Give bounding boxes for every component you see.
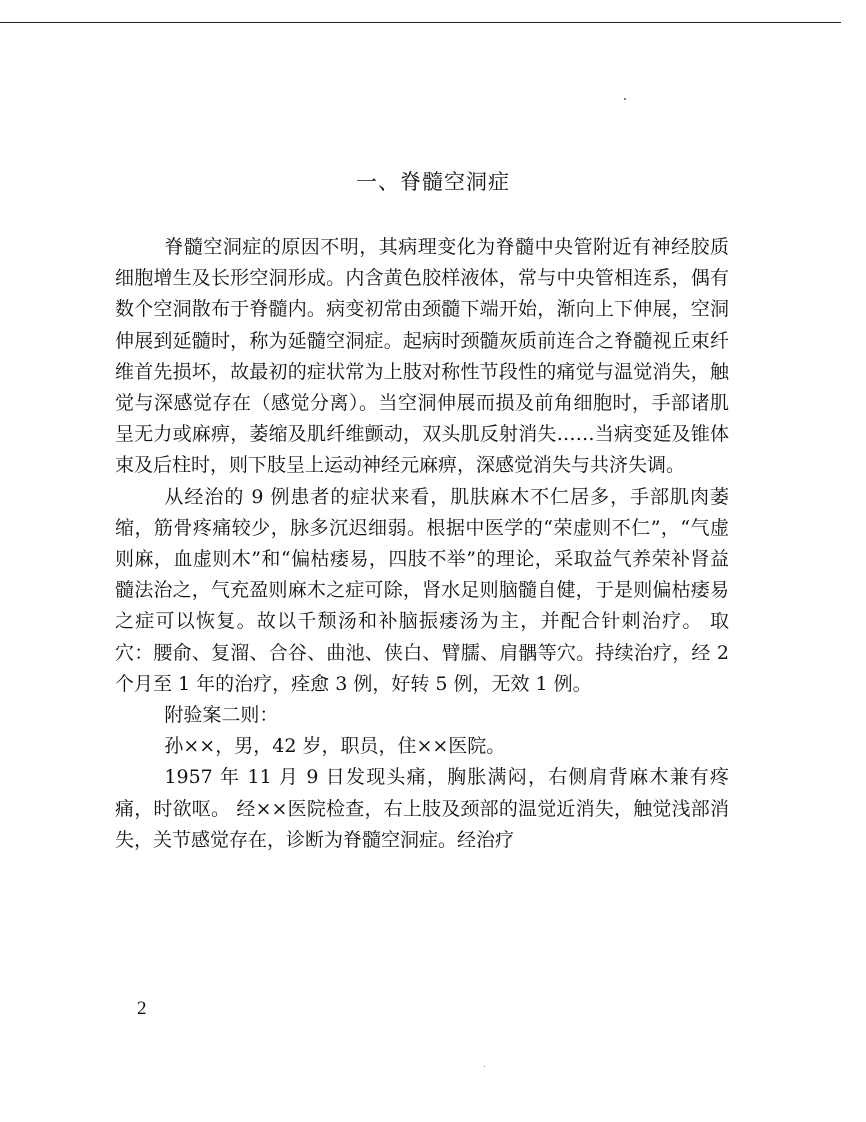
scan-speck (624, 98, 626, 100)
paragraph-pathology: 脊髓空洞症的原因不明，其病理变化为脊髓中央管附近有神经胶质细胞增生及长形空洞形成。内含黄色胶样液体，常与中央管相连系，偶有数个空洞散布于脊髓内。病变初常由颈髓下端开始，渐向上下伸展，空洞伸展到延髓时，称为延髓空洞症。起病时颈髓灰质前连合之脊髓视丘束纤维首先损坏，故最初的症状常为上肢对称性节段性的痛觉与温觉消失，触觉与深感觉存在（感觉分离）。当空洞伸展而损及前角细胞时，手部诸肌呈无力或麻痹，萎缩及肌纤维颤动，双头肌反射消失……当病变延及锥体束及后柱时，则下肢呈上运动神经元麻痹，深感觉消失与共济失调。 (115, 236, 729, 477)
chapter-title: 一、脊髓空洞症 (356, 170, 510, 194)
paragraph-patient-info: 孙××，男，42 岁，职员，住××医院。 (164, 735, 506, 758)
paragraph-treatment: 从经治的 9 例患者的症状来看，肌肤麻木不仁居多，手部肌肉萎缩，筋骨疼痛较少，脉多沉迟细弱。根据中医学的“荣虚则不仁”，“气虚则麻，血虚则木”和“偏枯痿易，四肢不举”的理论，采取益气养荣补肾益髓法治之，气充盈则麻木之症可除，肾水足则脑髓自健，于是则偏枯痿易之症可以恢复。故以千颓汤和补脑振痿汤为主，并配合针刺治疗。 取穴：腰俞、复溜、合谷、曲池、侠白、臂臑、肩髃等穴。持续治疗，经 2 个月至 1 年的治疗，痊愈 3 例，好转 5 例，无效 1 例。 (115, 485, 729, 695)
paragraph-case-history: 1957 年 11 月 9 日发现头痛，胸胀满闷，右侧肩背麻木兼有疼痛，时欲呕。 经××医院检查，右上肢及颈部的温觉近消失，触觉浅部消失，关节感觉存在，诊断为脊髓空洞症。经治疗 (115, 766, 729, 851)
top-rule (0, 22, 841, 23)
scan-speck (484, 1066, 485, 1067)
body-text (115, 232, 729, 856)
paragraph-case-heading: 附验案二则： (164, 704, 279, 727)
page-number: 2 (137, 998, 147, 1019)
